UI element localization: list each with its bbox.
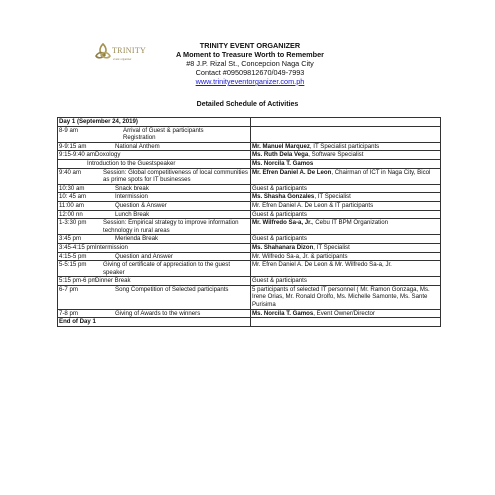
day-header-row <box>58 118 441 127</box>
person-name: Ms. Norcila T. Gamos <box>252 309 314 317</box>
activity-label: Song Competition of Selected participants <box>115 285 229 293</box>
activity-label: Introduction to the Guestspeaker <box>87 159 176 167</box>
schedule-row <box>58 142 441 151</box>
schedule-title: Detailed Schedule of Activities <box>196 101 299 108</box>
activity-cell <box>58 168 251 184</box>
schedule-row <box>58 159 441 168</box>
activity-label: Intermission <box>115 193 148 201</box>
person-detail: 5 participants of selected IT personnel ( Mr. Ramon Gonzaga, Ms. Irene Orias, Mr. Ronald Orolfo, Ms. Michelle Samonte, Ms. Sante Purisima <box>252 285 430 309</box>
activity-cell <box>58 309 251 318</box>
schedule-row <box>58 193 441 202</box>
person-cell <box>251 261 441 277</box>
activity-cell <box>58 219 251 235</box>
person-name: Mr. Efren Daniel A. De Leon <box>252 168 332 176</box>
schedule-row <box>58 168 441 184</box>
activity-label: Giving of certificate of appreciation to the guest speaker <box>103 261 231 276</box>
end-empty-cell <box>251 318 441 327</box>
person-detail: Guest & participants <box>252 184 307 192</box>
person-cell <box>251 277 441 286</box>
slogan: A Moment to Treasure Worth to Remember <box>176 50 324 59</box>
time-label: 5:15 pm-6 pm <box>59 277 97 285</box>
person-name: Ms. Shasha Gonzales <box>252 193 315 201</box>
person-name: Ms. Shahanara Dizon <box>252 243 314 251</box>
person-name: Mr. Wilfredo Sa-a, Jr. <box>252 219 312 227</box>
person-detail: , IT Specialist <box>313 243 350 251</box>
address: #8 J.P. Rizal St., Concepcion Naga City <box>186 59 314 68</box>
person-cell <box>251 184 441 193</box>
end-of-day-cell: End of Day 1 <box>58 318 251 327</box>
activity-label: Giving of Awards to the winners <box>115 309 201 317</box>
time-label: 9-9:15 am <box>59 142 87 150</box>
person-cell <box>251 285 441 309</box>
trinity-logo <box>92 41 147 67</box>
person-detail: Mr. Efren Daniel A. De Leon & IT participants <box>252 201 374 209</box>
trinity-knot-icon <box>92 41 114 63</box>
person-cell <box>251 252 441 261</box>
schedule-row <box>58 243 441 252</box>
contact-numbers: Contact #09509812670/049-7993 <box>195 68 305 77</box>
person-name: Mr. Manuel Marquez <box>252 142 310 150</box>
time-label: 6-7 pm <box>59 285 78 293</box>
time-label: 1-3:30 pm <box>59 219 87 227</box>
time-label: 8-9 am <box>59 126 78 134</box>
time-label: 9:15-9:40 am <box>59 151 95 159</box>
person-detail: Mr. Wilfredo Sa-a, Jr. & participants <box>252 252 348 260</box>
activity-cell <box>58 201 251 210</box>
person-detail: Guest & participants <box>252 277 307 285</box>
person-cell <box>251 159 441 168</box>
time-label: 3:45-4:15 pm <box>59 243 95 251</box>
person-detail: Guest & participants <box>252 210 307 218</box>
logo-wordmark: TRINITY <box>112 46 147 55</box>
time-label: 12:00 nn <box>59 210 83 218</box>
schedule-row <box>58 252 441 261</box>
person-name: Ms. Norcila T. Gamos <box>252 159 314 167</box>
activity-cell <box>58 159 251 168</box>
person-cell <box>251 126 441 142</box>
activity-cell <box>58 184 251 193</box>
time-label: 5-5:15 pm <box>59 261 87 269</box>
activity-cell <box>58 261 251 277</box>
time-label: 3:45 pm <box>59 235 82 243</box>
activity-cell <box>58 193 251 202</box>
activity-label: Arrival of Guest & participants <box>123 126 204 134</box>
person-cell <box>251 142 441 151</box>
schedule-row <box>58 201 441 210</box>
schedule-row <box>58 184 441 193</box>
person-cell <box>251 243 441 252</box>
day-header-cell: Day 1 (September 24, 2019) <box>58 118 251 127</box>
activity-label: Intermission <box>95 243 128 251</box>
activity-cell <box>58 277 251 286</box>
schedule-row <box>58 151 441 160</box>
schedule-row <box>58 235 441 244</box>
time-label: 11:00 am <box>59 201 84 209</box>
letterhead <box>0 38 495 98</box>
person-name: Ms. Ruth Dela Vega <box>252 151 309 159</box>
person-detail: Mr. Efren Daniel A. De Leon & Mr. Wilfredo Sa-a, Jr. <box>252 261 392 269</box>
time-label: 10:30 am <box>59 184 85 192</box>
person-detail: Guest & participants <box>252 235 307 243</box>
activity-label: Snack break <box>115 184 149 192</box>
schedule-row <box>58 261 441 277</box>
activity-label: National Anthem <box>115 142 160 150</box>
person-detail: , Chairman of ICT in Naga City, Bicol <box>331 168 431 176</box>
activity-cell <box>58 252 251 261</box>
schedule-table <box>57 117 441 327</box>
day-header-empty-cell <box>251 118 441 127</box>
activity-label: Doxology <box>95 151 121 159</box>
website-link[interactable]: www.trinityeventorganizer.com.ph <box>195 77 305 86</box>
time-label: 10: 45 am <box>59 193 87 201</box>
person-cell <box>251 201 441 210</box>
person-detail: , Software Specialist <box>308 151 364 159</box>
activity-label: Lunch Break <box>115 210 150 218</box>
activity-cell <box>58 142 251 151</box>
person-detail: , Cebu IT BPM Organization <box>311 219 388 227</box>
logo-tagline: event organizer <box>113 57 132 61</box>
activity-label-line2: Registration <box>123 134 156 142</box>
activity-cell <box>58 210 251 219</box>
activity-cell <box>58 151 251 160</box>
schedule-row <box>58 126 441 142</box>
activity-label: Dinner Break <box>95 277 131 285</box>
end-row <box>58 318 441 327</box>
person-cell <box>251 168 441 184</box>
activity-label: Session: Global competitiveness of local communities as prime spots for IT businesses <box>103 168 248 184</box>
activity-label: Question and Answer <box>115 252 173 260</box>
person-cell <box>251 193 441 202</box>
schedule-row <box>58 210 441 219</box>
person-detail: , IT Specialist participants <box>309 142 380 150</box>
activity-label: Session: Empirical strategy to improve information technology in rural areas <box>103 219 239 234</box>
activity-cell <box>58 126 251 142</box>
activity-cell <box>58 243 251 252</box>
time-label: 7-8 pm <box>59 309 78 317</box>
schedule-row <box>58 219 441 235</box>
time-label: 9:40 am <box>59 168 82 176</box>
activity-cell <box>58 235 251 244</box>
schedule-row <box>58 285 441 309</box>
schedule-row <box>58 309 441 318</box>
person-cell <box>251 219 441 235</box>
activity-cell <box>58 285 251 309</box>
activity-label: Question & Answer <box>115 201 167 209</box>
person-detail: , Event Owner/Director <box>313 309 375 317</box>
time-label: 4:15-5 pm <box>59 252 87 260</box>
activity-label: Merienda Break <box>115 235 159 243</box>
schedule-row <box>58 277 441 286</box>
person-detail: , IT Specialist <box>314 193 351 201</box>
person-cell <box>251 309 441 318</box>
person-cell <box>251 235 441 244</box>
person-cell <box>251 151 441 160</box>
person-cell <box>251 210 441 219</box>
org-name: TRINITY EVENT ORGANIZER <box>199 41 301 50</box>
